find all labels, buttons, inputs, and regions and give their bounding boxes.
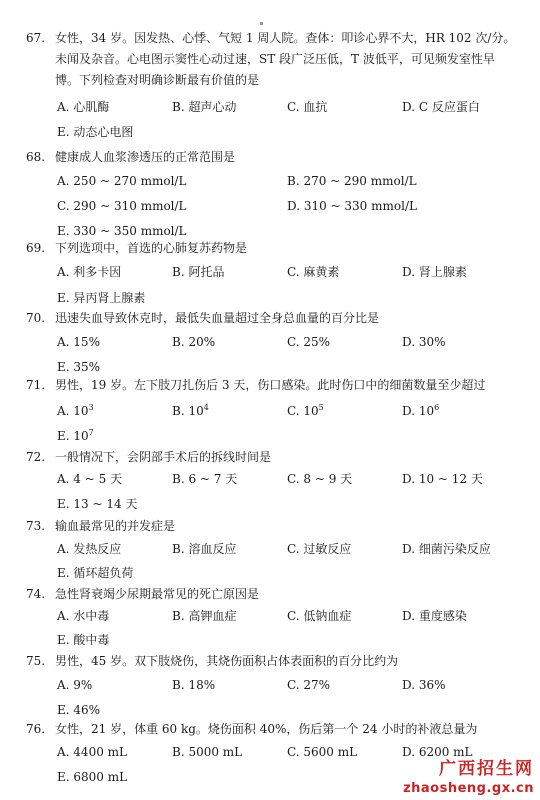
option-d: D. 肾上腺素 <box>402 265 467 279</box>
site-watermark <box>403 754 534 796</box>
option-c: C. 5600 mL <box>287 745 358 759</box>
question-number: 72. <box>26 450 46 464</box>
option-d: D. 310 ~ 330 mmol/L <box>287 199 417 213</box>
option-a: A. 发热反应 <box>57 542 122 556</box>
option-e: E. 330 ~ 350 mmol/L <box>57 224 187 238</box>
option-d: D. 10 ~ 12 天 <box>402 472 483 486</box>
option-b: B. 5000 mL <box>172 745 243 759</box>
option-a: A. 心肌酶 <box>57 100 110 114</box>
option-d: D. 重度感染 <box>402 609 467 623</box>
option-c: C. 麻黄素 <box>287 265 340 279</box>
option-base: A. 10 <box>57 404 89 418</box>
option-c: C. 低钠血症 <box>287 609 352 623</box>
option-base: B. 10 <box>172 404 204 418</box>
option-e: E. 动态心电图 <box>57 125 134 139</box>
option-c: C. 血抗 <box>287 100 328 114</box>
option-e: E. 35% <box>57 360 101 374</box>
question-stem: 迅速失血导致休克时，最低失血量超过全身总血量的百分比是 <box>55 311 380 325</box>
option-a: A. 9% <box>57 678 93 692</box>
question-stem: 女性，34 岁。因发热、心悸、气短 1 周人院。查体：叩诊心界不大，HR 102 次/分。 <box>55 31 516 45</box>
option-b: B. 超声心动 <box>172 100 237 114</box>
option-a: A. 250 ~ 270 mmol/L <box>57 174 187 188</box>
option-d: D. 6200 mL <box>402 745 473 759</box>
option-base: C. 10 <box>287 404 319 418</box>
option-c <box>287 403 324 419</box>
question-stem: 未闻及杂音。心电图示窦性心动过速，ST 段广泛压低，T 波低平，可见频发室性早 <box>55 52 495 66</box>
option-d: D. 细菌污染反应 <box>402 542 491 556</box>
option-e <box>57 428 94 444</box>
scan-mark <box>260 22 263 25</box>
option-b: B. 6 ~ 7 天 <box>172 472 238 486</box>
option-c: C. 27% <box>287 678 331 692</box>
option-b: B. 270 ~ 290 mmol/L <box>287 174 417 188</box>
question-stem: 男性，45 岁。双下肢烧伤，其烧伤面积占体表面积的百分比约为 <box>55 654 399 668</box>
option-b: B. 20% <box>172 335 216 349</box>
question-number: 71. <box>26 378 46 392</box>
option-a <box>57 403 94 419</box>
question-number: 67. <box>26 31 46 45</box>
question-stem: 下列选项中，首选的心肺复苏药物是 <box>55 241 248 255</box>
question-number: 76. <box>26 722 46 736</box>
option-a: A. 4400 mL <box>57 745 127 759</box>
question-number: 69. <box>26 241 46 255</box>
question-number: 68. <box>26 150 46 164</box>
option-a: A. 水中毒 <box>57 609 110 623</box>
option-d: D. 36% <box>402 678 446 692</box>
question-stem: 男性，19 岁。左下肢刀扎伤后 3 天，伤口感染。此时伤口中的细菌数量至少超过 <box>55 378 486 392</box>
option-c: C. 8 ~ 9 天 <box>287 472 353 486</box>
question-stem: 一般情况下，会阴部手术后的拆线时间是 <box>55 450 272 464</box>
question-number: 73. <box>26 519 46 533</box>
option-b: B. 高钾血症 <box>172 609 237 623</box>
option-c: C. 过敏反应 <box>287 542 352 556</box>
question-stem: 急性肾衰竭少尿期最常见的死亡原因是 <box>55 587 260 601</box>
option-exponent: 7 <box>88 428 94 437</box>
option-b <box>172 403 209 419</box>
option-e: E. 13 ~ 14 天 <box>57 497 138 511</box>
option-e: E. 6800 mL <box>57 770 128 784</box>
option-base: D. 10 <box>402 404 435 418</box>
option-b: B. 阿托品 <box>172 265 225 279</box>
question-stem: 健康成人血浆渗透压的正常范围是 <box>55 150 236 164</box>
option-a: A. 利多卡因 <box>57 265 122 279</box>
option-exponent: 3 <box>88 403 94 412</box>
option-e: E. 46% <box>57 703 101 717</box>
question-stem: 输血最常见的并发症是 <box>55 519 176 533</box>
watermark-title: 广西招生网 <box>439 759 534 779</box>
option-e: E. 异丙肾上腺素 <box>57 291 146 305</box>
option-e: E. 酸中毒 <box>57 633 110 647</box>
question-number: 70. <box>26 311 46 325</box>
option-exponent: 6 <box>434 403 440 412</box>
option-a: A. 4 ~ 5 天 <box>57 472 123 486</box>
question-number: 74. <box>26 587 46 601</box>
option-a: A. 15% <box>57 335 100 349</box>
watermark-url: zhaosheng.gx.cn <box>403 781 534 796</box>
option-d <box>402 403 439 419</box>
option-b: B. 溶血反应 <box>172 542 237 556</box>
option-c: C. 25% <box>287 335 331 349</box>
question-number: 75. <box>26 654 46 668</box>
option-exponent: 4 <box>203 403 209 412</box>
option-c: C. 290 ~ 310 mmol/L <box>57 199 187 213</box>
question-stem: 博。下列检查对明确诊断最有价值的是 <box>55 73 260 87</box>
option-d: D. C 反应蛋白 <box>402 100 480 114</box>
question-stem: 女性，21 岁，体重 60 kg。烧伤面积 40%，伤后第一个 24 小时的补液总量为 <box>55 722 478 736</box>
option-base: E. 10 <box>57 429 89 443</box>
option-d: D. 30% <box>402 335 446 349</box>
option-exponent: 5 <box>318 403 324 412</box>
option-b: B. 18% <box>172 678 216 692</box>
option-e: E. 循环超负荷 <box>57 566 134 580</box>
